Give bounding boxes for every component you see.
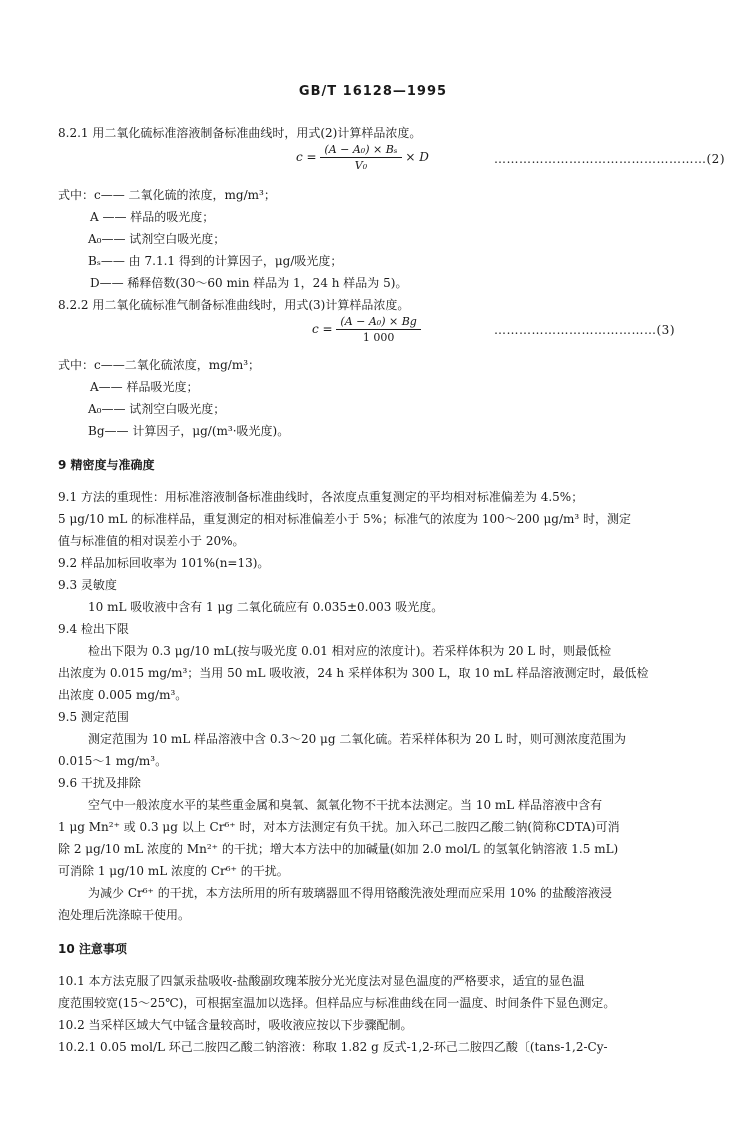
clause-9-4-title: 9.4 检出下限 — [58, 622, 129, 636]
formula-3-lhs: c = — [312, 322, 333, 336]
clause-9-1-line-1: 9.1 方法的重现性：用标准溶液制备标准曲线时，各浓度点重复测定的平均相对标准偏差为 4.5%； — [58, 490, 584, 504]
clause-10-1-line-1: 10.1 本方法克服了四氯汞盐吸收-盐酸副玫瑰苯胺分光光度法对显色温度的严格要求，适宜的显色温 — [58, 974, 585, 988]
def-D: D—— 稀释倍数(30～60 min 样品为 1，24 h 样品为 5)。 — [90, 276, 408, 290]
def-Bs: Bₛ—— 由 7.1.1 得到的计算因子，μg/吸光度； — [88, 254, 343, 268]
equation-number-3: …………………………………(3) — [494, 323, 675, 337]
clause-9-4-line-3: 出浓度 0.005 mg/m³。 — [58, 688, 188, 702]
section-10-title: 10 注意事项 — [58, 942, 127, 956]
clause-9-3-text: 10 mL 吸收液中含有 1 μg 二氧化硫应有 0.035±0.003 吸光度。 — [88, 600, 444, 614]
clause-9-1-line-3: 值与标准值的相对误差小于 20%。 — [58, 534, 245, 548]
formula-2 — [296, 143, 429, 172]
section-9-title: 9 精密度与准确度 — [58, 458, 155, 472]
clause-9-6-line-4: 可消除 1 μg/10 mL 浓度的 Cr⁶⁺ 的干扰。 — [58, 864, 289, 878]
formula-2-lhs: c = — [296, 150, 317, 164]
clause-8-2-1: 8.2.1 用二氧化硫标准溶液制备标准曲线时，用式(2)计算样品浓度。 — [58, 126, 422, 140]
formula-2-denominator: V₀ — [354, 159, 368, 172]
where-c-2: 式中：c——二氧化硫浓度，mg/m³； — [58, 358, 261, 372]
where-c-1: 式中：c—— 二氧化硫的浓度，mg/m³； — [58, 188, 276, 202]
clause-9-6-line-2: 1 μg Mn²⁺ 或 0.3 μg 以上 Cr⁶⁺ 时，对本方法测定有负干扰。加入环己二胺四乙酸二钠(简称CDTA)可消 — [58, 820, 620, 834]
clause-10-1-line-2: 度范围较宽(15～25℃)，可根据室温加以选择。但样品应与标准曲线在同一温度、时间条件下显色测定。 — [58, 996, 616, 1010]
clause-9-4-line-1: 检出下限为 0.3 μg/10 mL(按与吸光度 0.01 相对应的浓度计)。若采样体积为 20 L 时，则最低检 — [88, 644, 612, 658]
formula-2-fraction — [320, 143, 401, 172]
clause-9-6-line-1: 空气中一般浓度水平的某些重金属和臭氧、氮氧化物不干扰本法测定。当 10 mL 样品溶液中含有 — [88, 798, 603, 812]
clause-9-1-line-2: 5 μg/10 mL 的标准样品，重复测定的相对标准偏差小于 5%；标准气的浓度为 100～200 μg/m³ 时，测定 — [58, 512, 632, 526]
clause-9-6-title: 9.6 干扰及排除 — [58, 776, 141, 790]
clause-9-5-title: 9.5 测定范围 — [58, 710, 129, 724]
formula-2-rhs: × D — [405, 150, 429, 164]
formula-3-fraction — [336, 315, 420, 344]
formula-3 — [312, 315, 421, 344]
def-A-2: A—— 样品吸光度； — [90, 380, 199, 394]
clause-8-2-2: 8.2.2 用二氧化硫标准气制备标准曲线时，用式(3)计算样品浓度。 — [58, 298, 410, 312]
def-A0-1: A₀—— 试剂空白吸光度； — [88, 232, 226, 246]
clause-9-5-line-1: 测定范围为 10 mL 样品溶液中含 0.3～20 μg 二氧化硫。若采样体积为 20 L 时，则可测浓度范围为 — [88, 732, 627, 746]
page-header: GB/T 16128—1995 — [298, 84, 448, 99]
formula-3-numerator: (A − A₀) × Bg — [336, 315, 420, 330]
clause-9-6-line-3: 除 2 μg/10 mL 浓度的 Mn²⁺ 的干扰；增大本方法中的加碱量(如加 2.0 mol/L 的氢氧化钠溶液 1.5 mL) — [58, 842, 619, 856]
def-A0-2: A₀—— 试剂空白吸光度； — [88, 402, 226, 416]
clause-9-4-line-2: 出浓度为 0.015 mg/m³；当用 50 mL 吸收液，24 h 采样体积为 300 L，取 10 mL 样品溶液测定时，最低检 — [58, 666, 649, 680]
clause-9-3-title: 9.3 灵敏度 — [58, 578, 117, 592]
clause-9-5-line-2: 0.015～1 mg/m³。 — [58, 754, 168, 768]
clause-10-2: 10.2 当采样区域大气中锰含量较高时，吸收液应按以下步骤配制。 — [58, 1018, 413, 1032]
def-A-1: A —— 样品的吸光度； — [90, 210, 215, 224]
clause-9-6-line-6: 泡处理后洗涤晾干使用。 — [58, 908, 191, 922]
formula-2-numerator: (A − A₀) × Bₛ — [320, 143, 401, 158]
clause-9-2: 9.2 样品加标回收率为 101%(n=13)。 — [58, 556, 270, 570]
equation-number-2: ……………………………………………(2) — [494, 152, 725, 166]
clause-10-2-1: 10.2.1 0.05 mol/L 环己二胺四乙酸二钠溶液：称取 1.82 g 反式-1,2-环己二胺四乙酸〔(tans-1,2-Cy- — [58, 1040, 608, 1054]
clause-9-6-line-5: 为减少 Cr⁶⁺ 的干扰，本方法所用的所有玻璃器皿不得用铬酸洗液处理而应采用 10% 的盐酸溶液浸 — [88, 886, 612, 900]
def-Bg: Bg—— 计算因子，μg/(m³·吸光度)。 — [88, 424, 290, 438]
formula-3-denominator: 1 000 — [362, 331, 395, 344]
